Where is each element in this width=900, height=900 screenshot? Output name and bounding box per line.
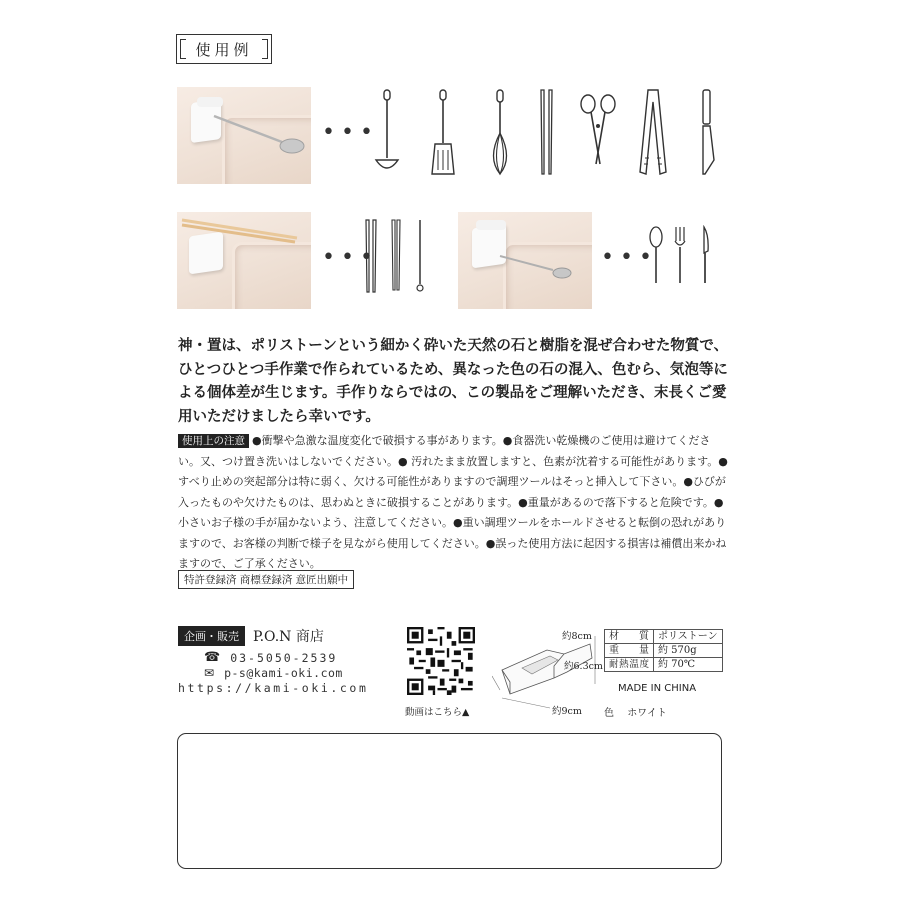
- skewer-icon: [388, 218, 404, 296]
- spec-key: 重量: [605, 644, 654, 658]
- notice-label: 使用上の注意: [178, 434, 249, 448]
- company-label: 企画・販売: [178, 626, 245, 646]
- company-name: P.O.N 商店: [253, 629, 324, 645]
- usage-photo-ladle: [177, 87, 311, 184]
- usage-notice: [178, 431, 728, 575]
- dimension-height: 約8cm: [562, 631, 592, 642]
- spec-table: [604, 629, 723, 672]
- scissors-icon: [578, 92, 618, 172]
- spec-key: 材質: [605, 630, 654, 644]
- dimension-width: 約9cm: [552, 706, 582, 717]
- blank-panel: [177, 733, 722, 869]
- knife-icon: [694, 88, 720, 178]
- color-info: [604, 704, 667, 719]
- spec-value: 約 570g: [654, 644, 723, 658]
- whisk-icon: [485, 88, 515, 178]
- phone-number: 03-5050-2539: [230, 650, 338, 665]
- tongs-icon: [636, 88, 670, 178]
- mail-icon: ✉: [204, 666, 215, 680]
- muddler-icon: [412, 218, 428, 296]
- ellipsis-3: •••: [601, 245, 658, 270]
- dimension-depth: 約6.3cm: [564, 661, 603, 672]
- country-of-origin: MADE IN CHINA: [618, 683, 697, 694]
- color-key: 色: [604, 708, 614, 719]
- spec-row: [605, 658, 723, 672]
- patent-status: 特許登録済 商標登録済 意匠出願中: [178, 570, 354, 589]
- spec-row: [605, 630, 723, 644]
- chopsticks-icon: [362, 218, 382, 296]
- qr-code[interactable]: [407, 627, 475, 695]
- phone-icon: ☎: [204, 650, 221, 665]
- notice-text: ●衝撃や急激な温度変化で破損する事があります。●食器洗い乾燥機のご使用は避けてください。又、つけ置き洗いはしないでください。● 汚れたまま放置しますと、色素が沈着する可能性があります。●すべり止めの突起部分は特に弱く、欠ける可能性がありますので調理ツールはそっと挿入して下さい。●ひびが入ったものや欠けたものは、思わぬときに破損することがあります。●重量があるので落下すると危険です。●小さいお子様の手が届かないよう、注意してください。●重い調理ツールをホールドさせると転倒の恐れがありますので、お客様の判断で様子を見ながら使用してください。●誤った使用方法に起因する損害は補償出来かねますので、ご了承ください。: [178, 434, 728, 570]
- spoon-icon: [646, 225, 666, 287]
- ladle-icon: [372, 88, 402, 178]
- qr-caption: 動画はこちら▲: [405, 707, 470, 718]
- spec-key: 耐熱温度: [605, 658, 654, 672]
- company-block: [178, 626, 378, 695]
- email-address: p-s@kami-oki.com: [224, 666, 343, 680]
- usage-photo-spoon: [458, 212, 592, 309]
- ellipsis-2: •••: [322, 245, 379, 270]
- product-description: 神・置は、ポリストーンという細かく砕いた天然の石と樹脂を混ぜ合わせた物質で、ひとつひとつ手作業で作られているため、異なった色の石の混入、色むら、気泡等による個体差が生じます。手作りならではの、この製品をご理解いただき、末長くご愛用いただけましたら幸いです。: [178, 337, 729, 425]
- section-title-text: 使用例: [195, 40, 253, 59]
- website-url[interactable]: https://kami-oki.com: [178, 681, 369, 695]
- fork-icon: [671, 225, 691, 287]
- ellipsis-1: •••: [322, 120, 379, 145]
- color-value: ホワイト: [627, 708, 667, 719]
- table-knife-icon: [696, 225, 714, 287]
- chopsticks-icon: [535, 88, 559, 178]
- spec-row: [605, 644, 723, 658]
- spec-value: 約 70℃: [654, 658, 723, 672]
- spec-value: ポリストーン: [654, 630, 723, 644]
- spatula-icon: [428, 88, 458, 178]
- section-title: [176, 34, 272, 64]
- usage-photo-chopsticks: [177, 212, 311, 309]
